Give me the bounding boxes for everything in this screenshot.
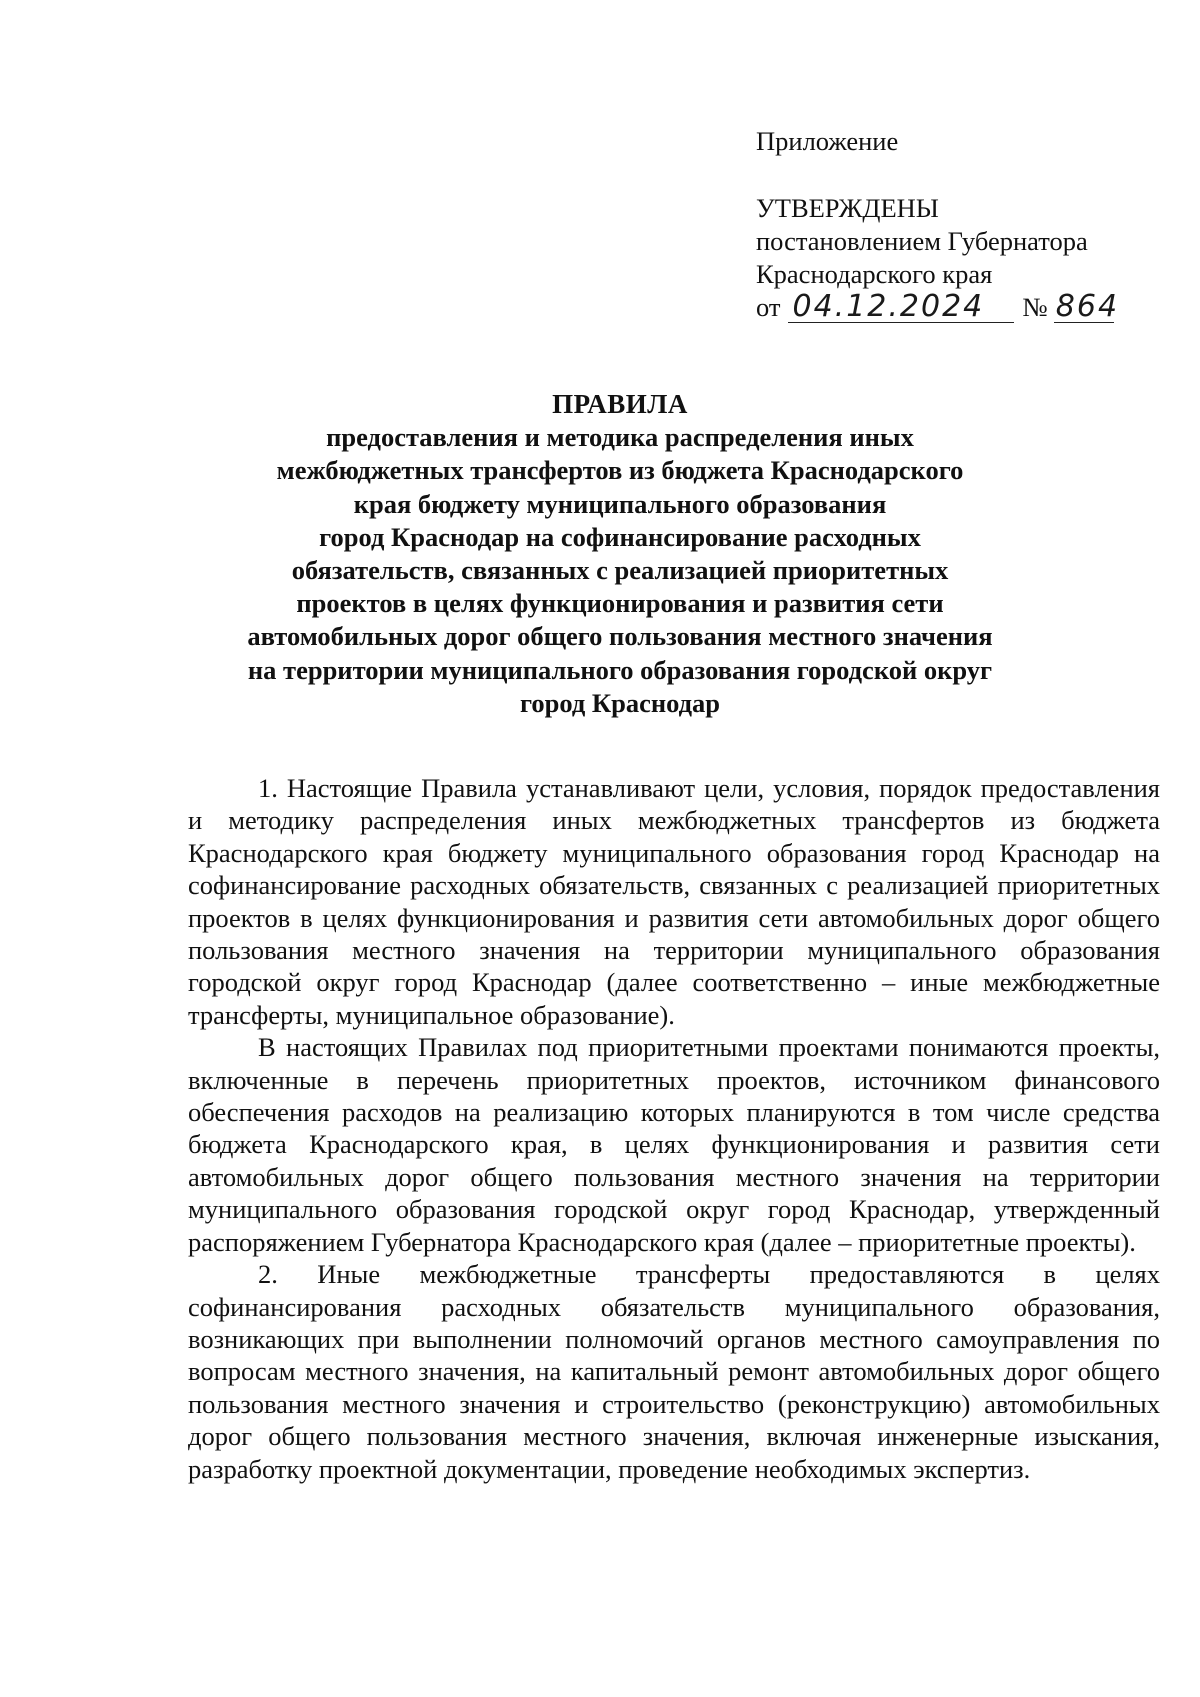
handwritten-date: 04.12.2024 bbox=[788, 292, 1014, 323]
handwritten-number: 864 bbox=[1055, 289, 1120, 324]
title-line: город Краснодар bbox=[520, 687, 720, 718]
title-line: город Краснодар на софинансирование расходных bbox=[319, 521, 921, 552]
approved-by-line-2: Краснодарского края bbox=[756, 259, 993, 289]
title-main: ПРАВИЛА bbox=[552, 389, 688, 419]
approved-label: УТВЕРЖДЕНЫ bbox=[756, 193, 939, 223]
title-line: автомобильных дорог общего пользования местного значения bbox=[247, 621, 993, 652]
paragraph-3: 2. Иные межбюджетные трансферты предоставляются в целях софинансирования расходных обязательств муниципального образования, возникающих при выполнении полномочий органов местного самоуправления по вопросам местного значения, на капитальный ремонт автомобильных дорог общего пользования местного значения и строительство (реконструкцию) автомобильных дорог общего пользования местного значения, включая инженерные изыскания, разработку проектной документации, проведение необходимых экспертиз. bbox=[188, 1259, 1160, 1484]
paragraph-1: 1. Настоящие Правила устанавливают цели, условия, порядок предоставления и методику распределения иных межбюджетных трансфертов из бюджета Краснодарского края бюджету муниципального образования город Краснодар на софинансирование расходных обязательств, связанных с реализацией приоритетных проектов в целях функционирования и развития сети автомобильных дорог общего пользования местного значения на территории муниципального образования городской округ город Краснодар (далее соответственно – иные межбюджетные трансферты, муниципальное образование). bbox=[188, 773, 1160, 1030]
approved-by-line-1: постановлением Губернатора bbox=[756, 226, 1088, 256]
paragraph-2: В настоящих Правилах под приоритетными проектами понимаются проекты, включенные в перечень приоритетных проектов, источником финансового обеспечения расходов на реализацию которых планируются в том числе средства бюджета Краснодарского края, в целях функционирования и развития сети автомобильных дорог общего пользования местного значения на территории муниципального образования городской округ город Краснодар, утвержденный распоряжением Губернатора Краснодарского края (далее – приоритетные проекты). bbox=[188, 1032, 1160, 1257]
title-line: проектов в целях функционирования и развития сети bbox=[296, 588, 944, 619]
title-line: обязательств, связанных с реализацией приоритетных bbox=[291, 555, 949, 586]
document-body bbox=[188, 772, 1160, 1485]
title-line: края бюджету муниципального образования bbox=[353, 488, 887, 519]
title-line: на территории муниципального образования городской округ bbox=[247, 654, 993, 685]
date-prefix: от bbox=[756, 292, 781, 322]
date-number-line bbox=[756, 289, 1120, 324]
title-line: предоставления и методика распределения иных bbox=[326, 422, 914, 453]
attachment-label: Приложение bbox=[756, 126, 899, 156]
approval-block bbox=[756, 192, 1120, 324]
title-line: межбюджетных трансфертов из бюджета Краснодарского bbox=[276, 455, 964, 486]
document-title bbox=[200, 388, 1040, 720]
number-label: № bbox=[1022, 292, 1048, 322]
